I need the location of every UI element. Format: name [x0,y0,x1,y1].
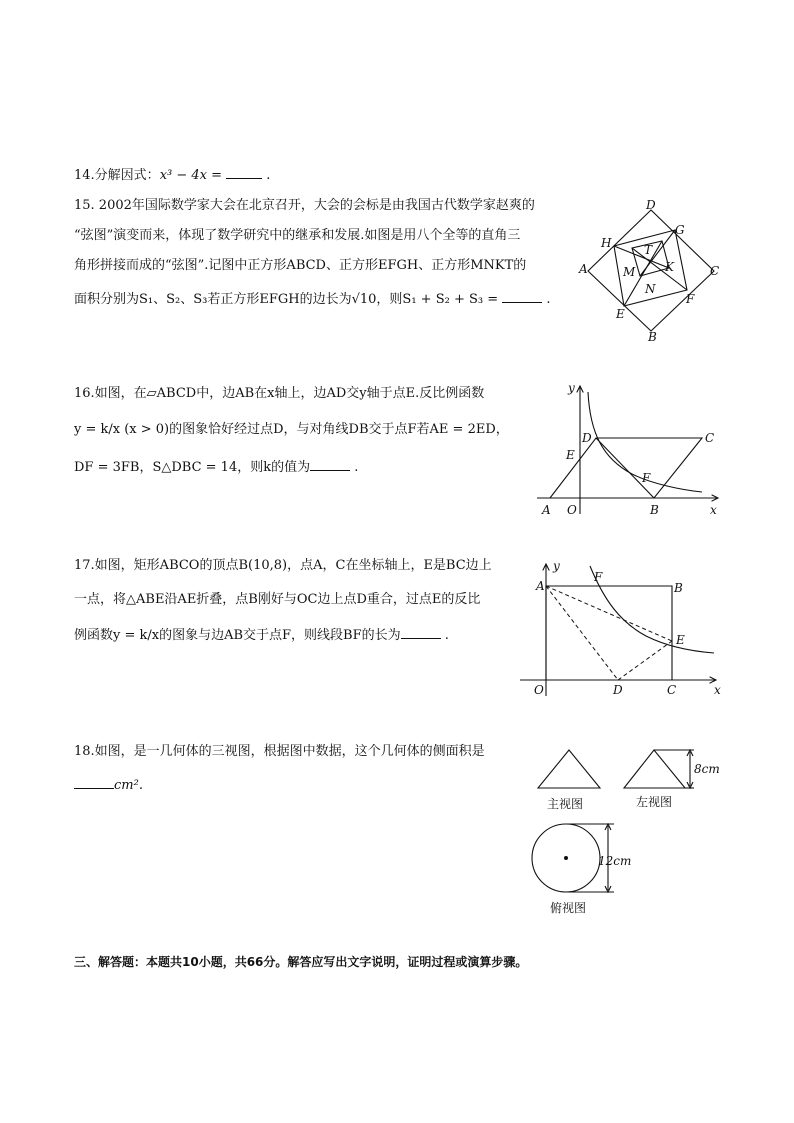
q17-fold-de [618,641,672,680]
q16-line1: 16.如图，在▱ABCD中，边AB在x轴上，边AD交y轴于点E.反比例函数 [74,386,485,401]
q18-answer-blank[interactable] [74,774,114,789]
q14-tail: . [266,168,271,183]
q15-line4b: ，则S₁ + S₂ + S₃ = [376,292,499,307]
q17-line3a: 例函数y = k/x的图象与边AB交于点F，则线段BF的长为 [74,628,401,643]
q18-left-view [624,750,685,788]
q18-front-view [538,750,600,788]
q16-end: . [354,460,359,475]
q17-label-d: D [613,683,623,697]
section3-heading: 三、解答题：本题共10小题，共66分。解答应写出文字说明，证明过程或演算步骤。 [74,955,528,969]
q16-label-y: y [568,381,575,395]
q16-figure [532,378,732,520]
q15-figure [574,196,734,344]
q18-unit: cm². [114,778,143,793]
q15-line1: 15. 2002年国际数学家大会在北京召开，大会的会标是由我国古代数学家赵爽的 [74,198,535,213]
q15-label-e: E [616,307,625,321]
q15-label-a: A [579,262,588,276]
q18-front-label: 主视图 [547,797,584,811]
q17-label-y: y [553,559,560,573]
q16-answer-blank[interactable] [310,456,350,471]
q15-sqrt: √10 [351,292,377,307]
q17-fold-ae [546,586,672,641]
q17-rectangle-abco [546,586,672,680]
q17-end: . [444,628,449,643]
q16-label-d: D [582,431,592,445]
q17-figure [516,556,726,700]
q18-line2 [74,774,143,796]
q15-label-m: M [623,265,636,279]
q17-label-x: x [714,683,721,697]
q15-line4 [74,288,551,310]
q15-end: . [546,292,551,307]
q15-label-b: B [648,330,657,344]
q16-label-e: E [566,448,575,462]
q15-label-d: D [646,198,656,212]
q18-left-label: 左视图 [636,795,673,809]
q15-label-k: K [665,260,674,274]
q16-line3 [74,456,358,478]
q15-square-abcd [588,210,714,331]
q15-label-n: N [645,282,656,296]
q15-line3: 角形拼接而成的“弦图”.记图中正方形ABCD、正方形EFGH、正方形MNKT的 [74,258,527,273]
q16-label-a: A [542,503,551,517]
q15-line2: “弦图”演变而来，体现了数学研究中的继承和发展.如图是用八个全等的直角三 [74,228,521,243]
q16-label-f: F [642,471,651,485]
q16-label-b: B [650,503,659,517]
q17-label-e: E [676,633,685,647]
q16-line3a: DF = 3FB，S△DBC = 14，则k的值为 [74,460,311,475]
q17-label-c: C [667,683,677,697]
q15-label-f: F [686,292,695,306]
q15-label-g: G [675,223,685,237]
q17-label-a: A [536,579,545,593]
q16-line2: y = k/x (x > 0)的图象恰好经过点D，与对角线DB交于点F若AE = 2ED， [74,422,509,437]
q15-label-t: T [644,243,653,257]
q17-hyperbola [590,566,714,653]
q18-center-dot [564,856,568,860]
q17-line1: 17.如图，矩形ABCO的顶点B(10,8)，点A，C在坐标轴上，E是BC边上 [74,558,492,573]
q17-label-o: O [534,683,544,697]
q17-line3 [74,624,449,646]
q16-label-o: O [567,503,577,517]
q18-top-label: 俯视图 [550,901,587,915]
q14-lead: 14.分解因式： [74,168,160,183]
q14-expr: x³ − 4x = [159,168,223,183]
q15-label-c: C [710,264,720,278]
q18-dim-diameter: 12cm [598,854,632,868]
q17-label-b: B [674,581,683,595]
q18-line1: 18.如图，是一几何体的三视图，根据图中数据，这个几何体的侧面积是 [74,744,485,759]
q15-line4a: 面积分别为S₁、S₂、S₃若正方形EFGH的边长为 [74,292,352,307]
q18-figure [528,742,738,918]
q16-label-c: C [705,431,715,445]
q15-label-h: H [601,236,612,250]
q17-answer-blank[interactable] [401,624,441,639]
q16-diagonal-db [596,438,654,498]
q14-line [74,164,270,186]
q16-label-x: x [710,503,717,517]
q18-dim-height: 8cm [694,762,720,776]
q15-answer-blank[interactable] [502,288,542,303]
q17-label-f: F [594,570,603,584]
q17-line2: 一点，将△ABE沿AE折叠，点B刚好与OC边上点D重合，过点E的反比 [74,592,481,607]
q14-answer-blank[interactable] [226,164,262,179]
